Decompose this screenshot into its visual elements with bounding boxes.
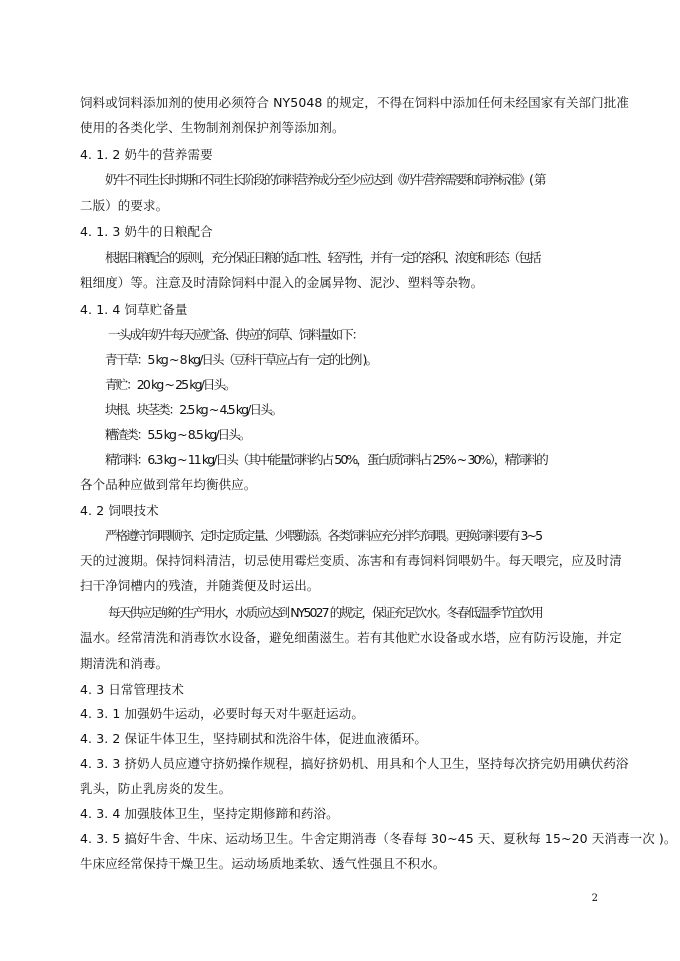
text-line: 天的过渡期。保持饲料清洁，切忌使用霉烂变质、冻害和有毒饲料饲喂奶牛。每天喂完，应及时清 — [80, 553, 622, 568]
text-line: 4. 3. 5 搞好牛舍、牛床、运动场卫生。牛舍定期消毒（冬春每 30~45 天、夏秋每 15~20 天消毒一次 )。 — [80, 831, 677, 846]
text-line: 牛床应经常保持干燥卫生。运动场质地柔软、透气性强且不积水。 — [80, 856, 446, 871]
text-line: 4. 3. 3 挤奶人员应遵守挤奶操作规程，搞好挤奶机、用具和个人卫生，坚持每次挤完奶用碘伏药浴 — [80, 756, 629, 771]
text-line: 4. 3. 4 加强肢体卫生，坚持定期修蹄和药浴。 — [80, 806, 339, 821]
text-line: 二版）的要求。 — [80, 198, 169, 213]
section-heading: 4. 1. 4 饲草贮备量 — [80, 302, 188, 317]
section-heading: 4. 1. 3 奶牛的日粮配合 — [80, 224, 213, 239]
text-line: 奶牛不同生长时期和不同生长阶段的饲料营养成分至少应达到《奶牛营养需要和饲养标准》( 第 — [105, 172, 545, 187]
section-heading: 4. 2 饲喂技术 — [80, 503, 159, 518]
text-line: 期清洗和消毒。 — [80, 656, 169, 671]
text-line: 乳头，防止乳房炎的发生。 — [80, 781, 232, 796]
text-line: 严格遵守饲喂顺序、定时定质定量、少喂勤添。各类饲料应充分拌匀饲喂。更换饲料要有 3~5 — [105, 528, 542, 543]
text-line: 块根、块茎类：2.5 kg ~ 4.5 kg/日头。 — [105, 402, 282, 417]
text-line: 每天供应足够的生产用水，水质应达到 NY5027 的规定，保证充足饮水。冬春低温季节宜饮用 — [108, 605, 542, 620]
text-line: 一头成年奶牛每天应贮备、供应的饲草、饲料量如下： — [108, 327, 363, 342]
text-line: 温水。经常清洗和消毒饮水设备，避免细菌滋生。若有其他贮水设备或水塔，应有防污设施，并定 — [80, 630, 622, 645]
text-line: 青贮：20 kg ~ 25 kg/日头。 — [105, 377, 235, 392]
text-line: 扫干净饲槽内的残渣，并随粪便及时运出。 — [80, 578, 320, 593]
page-number: 2 — [591, 893, 598, 904]
text-line: 粗细度）等。注意及时清除饲料中混入的金属异物、泥沙、塑料等杂物。 — [80, 275, 484, 290]
text-line: 根据日粮配合的原则，充分保证日粮的适口性、轻泻性，并有一定的容积、浓度和形态（包括 — [105, 250, 540, 265]
section-heading: 4. 3 日常管理技术 — [80, 682, 184, 697]
text-line: 4. 3. 1 加强奶牛运动，必要时每天对牛驱赶运动。 — [80, 706, 364, 721]
text-line: 使用的各类化学、生物制剂剂保护剂等添加剂。 — [80, 120, 345, 135]
section-heading: 4. 1. 2 奶牛的营养需要 — [80, 147, 213, 162]
text-line: 各个品种应做到常年均衡供应。 — [80, 477, 257, 492]
text-line: 糟渣类：5.5 kg ~ 8.5 kg/日头。 — [105, 427, 250, 442]
text-line: 饲料或饲料添加剂的使用必须符合 NY5048 的规定，不得在饲料中添加任何未经国家有关部门批准 — [80, 95, 629, 110]
text-line: 精饲料：6.3 kg ~ 11 kg/日头（其中能量饲料约占 50%，蛋白质饲料占 25% ~ 30%），精饲料的 — [105, 452, 547, 467]
text-line: 4. 3. 2 保证牛体卫生，坚持刷拭和洗浴牛体，促进血液循环。 — [80, 731, 427, 746]
text-line: 青干草：5 kg ~ 8 kg/日头（豆科干草应占有一定的比例 )。 — [105, 352, 377, 367]
